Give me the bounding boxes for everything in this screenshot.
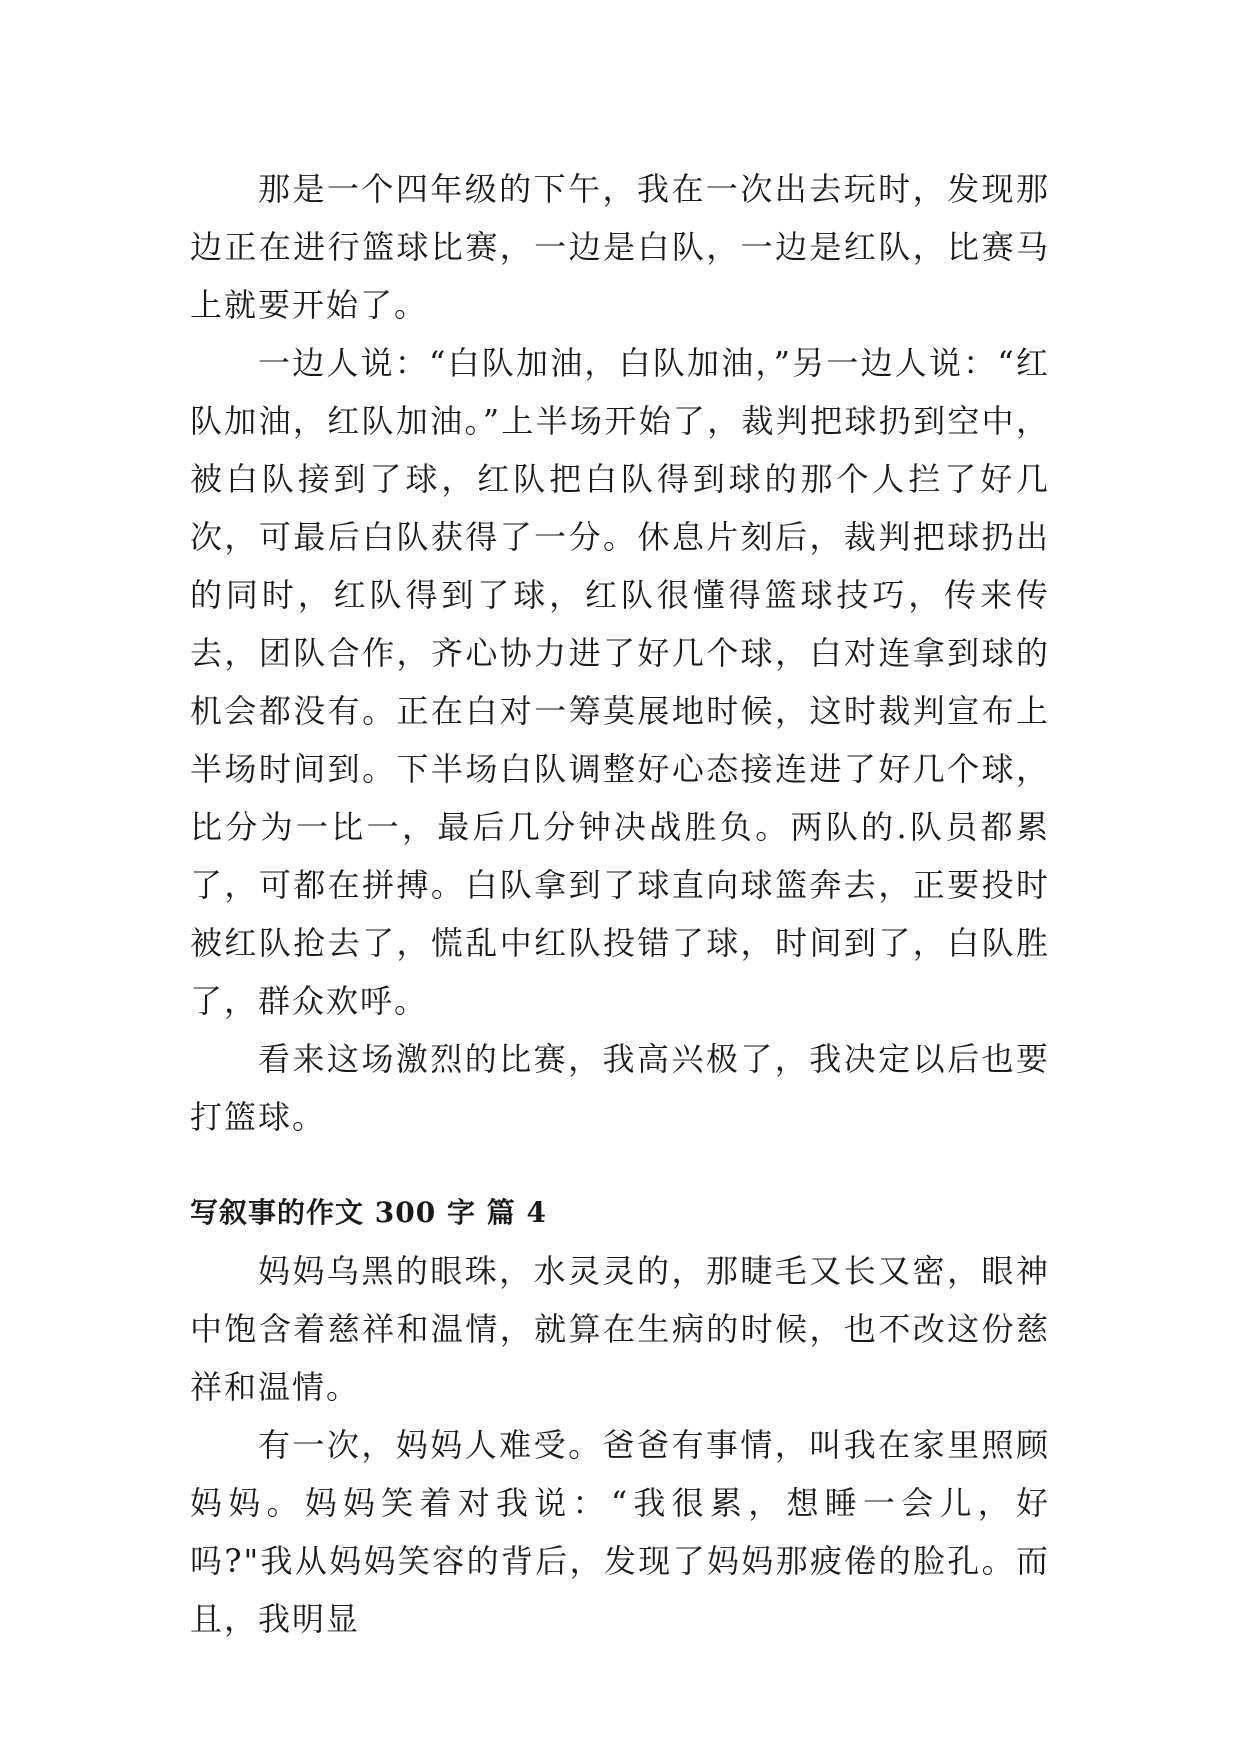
document-body bbox=[190, 160, 1050, 1648]
paragraph-mother-sick: 有一次，妈妈人难受。爸爸有事情，叫我在家里照顾妈妈。妈妈笑着对我说：“我很累，想睡一会儿，好吗?"我从妈妈笑容的背后，发现了妈妈那疲倦的脸孔。而且，我明显 bbox=[190, 1426, 1050, 1638]
paragraph-basketball-conclusion: 看来这场激烈的比赛，我高兴极了，我决定以后也要打篮球。 bbox=[190, 1040, 1050, 1136]
section-heading: 写叙事的作文 300 字 篇 4 bbox=[190, 1196, 547, 1229]
paragraph-basketball-intro: 那是一个四年级的下午，我在一次出去玩时，发现那边正在进行篮球比赛，一边是白队，一边是红队，比赛马上就要开始了。 bbox=[190, 170, 1050, 324]
paragraph-mother-eyes: 妈妈乌黑的眼珠，水灵灵的，那睫毛又长又密，眼神中饱含着慈祥和温情，就算在生病的时候，也不改这份慈祥和温情。 bbox=[190, 1252, 1050, 1406]
paragraph-basketball-match: 一边人说：“白队加油，白队加油，”另一边人说：“红队加油，红队加油。”上半场开始了，裁判把球扔到空中，被白队接到了球，红队把白队得到球的那个人拦了好几次，可最后白队获得了一分。休息片刻后，裁判把球扔出的同时，红队得到了球，红队很懂得篮球技巧，传来传去，团队合作，齐心协力进了好几个球，白对连拿到球的机会都没有。正在白对一筹莫展地时候，这时裁判宣布上半场时间到。下半场白队调整好心态接连进了好几个球，比分为一比一，最后几分钟决战胜负。两队的.队员都累了，可都在拼搏。白队拿到了球直向球篮奔去，正要投时被红队抢去了，慌乱中红队投错了球，时间到了，白队胜了，群众欢呼。 bbox=[190, 344, 1050, 1020]
